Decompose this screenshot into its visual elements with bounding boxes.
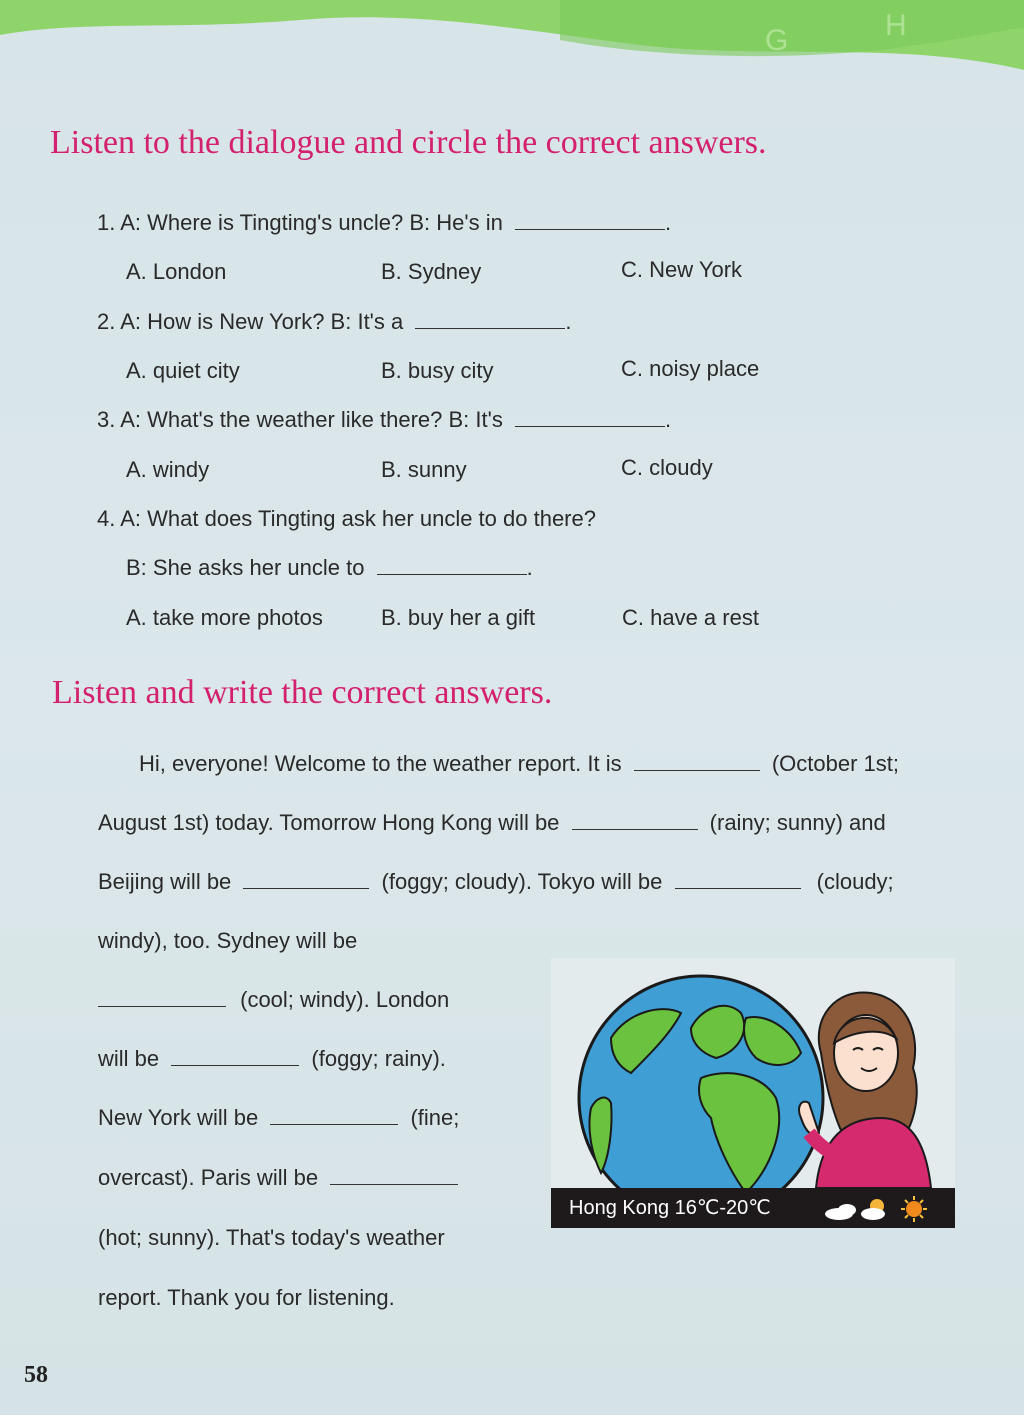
punctuation: . — [664, 407, 672, 432]
paragraph-line — [98, 1224, 445, 1252]
question-prompt: 3. A: What's the weather like there? B: It's — [97, 407, 503, 432]
option-b[interactable]: B. Sydney — [381, 259, 482, 284]
option-c[interactable]: C. cloudy — [621, 455, 713, 480]
question-prompt: 4. A: What does Tingting ask her uncle to do there? — [97, 506, 596, 531]
answer-blank[interactable] — [572, 811, 698, 830]
option-a[interactable]: A. London — [126, 259, 227, 284]
answer-blank[interactable] — [675, 870, 801, 889]
option-a[interactable]: A. quiet city — [126, 358, 240, 383]
paragraph-line — [98, 1045, 446, 1073]
question-3 — [97, 406, 671, 434]
question-1 — [97, 209, 671, 237]
paragraph-line — [98, 1104, 459, 1132]
text: New York will be — [98, 1105, 259, 1130]
answer-blank[interactable] — [98, 988, 226, 1007]
question-prompt: B: She asks her uncle to — [126, 555, 365, 580]
top-banner — [0, 0, 1024, 80]
weather-icons — [819, 1194, 939, 1224]
text: report. Thank you for listening. — [98, 1285, 395, 1310]
answer-blank[interactable] — [515, 211, 665, 230]
paragraph-line — [98, 1164, 458, 1192]
text: (foggy; cloudy). Tokyo will be — [381, 869, 663, 894]
weather-caption-bar — [551, 1188, 955, 1228]
answer-blank[interactable] — [515, 408, 665, 427]
text: Beijing will be — [98, 869, 232, 894]
question-prompt: 1. A: Where is Tingting's uncle? B: He's in — [97, 210, 503, 235]
answer-blank[interactable] — [171, 1047, 299, 1066]
option-a[interactable]: A. take more photos — [126, 605, 323, 630]
paragraph-line — [98, 986, 449, 1014]
section1-heading: Listen to the dialogue and circle the correct answers. — [50, 124, 767, 161]
paragraph-line — [98, 868, 894, 896]
partly-sunny-icon — [861, 1199, 885, 1220]
text: will be — [98, 1046, 160, 1071]
paragraph-line — [98, 1284, 395, 1312]
answer-blank[interactable] — [270, 1106, 398, 1125]
option-c[interactable]: C. New York — [621, 257, 743, 282]
answer-blank[interactable] — [377, 556, 527, 575]
paragraph-line — [98, 927, 357, 955]
text: overcast). Paris will be — [98, 1165, 319, 1190]
text: (rainy; sunny) and — [709, 810, 886, 835]
text: August 1st) today. Tomorrow Hong Kong will be — [98, 810, 560, 835]
option-b[interactable]: B. buy her a gift — [381, 605, 536, 630]
globe-and-presenter-drawing — [551, 958, 955, 1188]
text: (hot; sunny). That's today's weather — [98, 1225, 445, 1250]
text: (cool; windy). London — [240, 987, 450, 1012]
text: (October 1st; — [771, 751, 899, 776]
question-4-answer-line — [126, 554, 533, 582]
option-b[interactable]: B. busy city — [381, 358, 494, 383]
paragraph-line — [139, 750, 899, 778]
text: (fine; — [410, 1105, 460, 1130]
text: windy), too. Sydney will be — [98, 928, 358, 953]
cloud-icon — [825, 1204, 856, 1220]
answer-blank[interactable] — [415, 310, 565, 329]
answer-blank[interactable] — [634, 752, 760, 771]
sun-icon — [901, 1196, 927, 1222]
punctuation: . — [526, 555, 533, 580]
paragraph-line — [98, 809, 886, 837]
text: (cloudy; — [816, 869, 894, 894]
punctuation: . — [565, 309, 572, 334]
option-c[interactable]: C. noisy place — [621, 356, 760, 381]
option-a[interactable]: A. windy — [126, 457, 210, 482]
option-c[interactable]: C. have a rest — [622, 605, 759, 630]
section2-heading: Listen and write the correct answers. — [52, 674, 553, 711]
svg-text:H: H — [885, 9, 907, 42]
question-4 — [97, 505, 596, 533]
question-2 — [97, 308, 571, 336]
answer-blank[interactable] — [243, 870, 369, 889]
page-number: 58 — [24, 1362, 48, 1388]
text: Hi, everyone! Welcome to the weather report. It is — [139, 751, 622, 776]
punctuation: . — [664, 210, 672, 235]
svg-text:G: G — [765, 24, 789, 57]
weather-caption: Hong Kong 16℃-20℃ — [569, 1197, 771, 1219]
option-b[interactable]: B. sunny — [381, 457, 467, 482]
answer-blank[interactable] — [330, 1166, 458, 1185]
weather-report-illustration — [551, 958, 955, 1228]
question-prompt: 2. A: How is New York? B: It's a — [97, 309, 404, 334]
text: (foggy; rainy). — [311, 1046, 446, 1071]
